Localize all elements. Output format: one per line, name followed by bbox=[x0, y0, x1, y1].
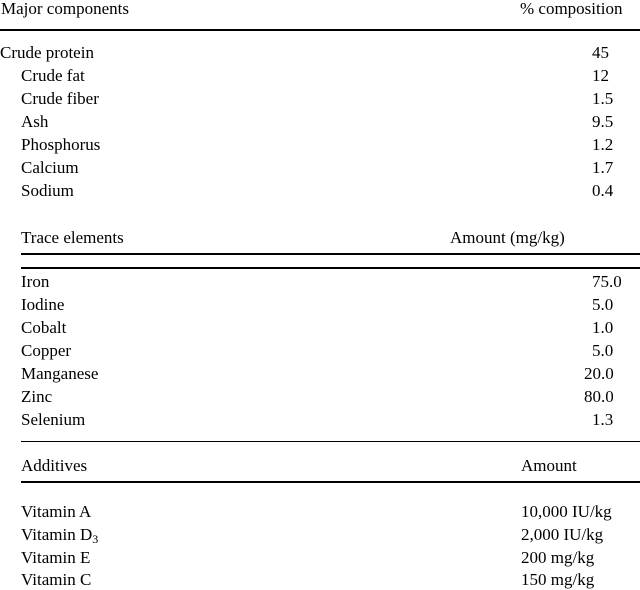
major-row-value: 0.4 bbox=[592, 181, 614, 200]
additives-row-value: 2,000 IU/kg bbox=[521, 525, 604, 544]
major-row-label: Phosphorus bbox=[21, 135, 101, 154]
vitamin-d-subscript: 3 bbox=[92, 532, 99, 546]
major-row-value: 12 bbox=[592, 66, 609, 85]
trace-row-value: 1.0 bbox=[592, 318, 614, 337]
trace-row-value: 5.0 bbox=[592, 341, 614, 360]
additives-row-label-vitamin-d bbox=[21, 525, 98, 545]
vitamin-d-label: Vitamin D bbox=[21, 525, 93, 544]
major-row-value: 9.5 bbox=[592, 112, 614, 131]
trace-header-rule-bottom bbox=[21, 267, 640, 269]
major-row-label: Calcium bbox=[21, 158, 79, 177]
major-row-value: 45 bbox=[592, 43, 609, 62]
major-header-unit: % composition bbox=[520, 0, 623, 18]
additives-row-label: Vitamin E bbox=[21, 548, 91, 567]
trace-header-unit: Amount (mg/kg) bbox=[450, 228, 565, 247]
trace-row-label: Iron bbox=[21, 272, 50, 291]
major-header-rule bbox=[0, 29, 640, 31]
trace-row-label: Cobalt bbox=[21, 318, 67, 337]
major-row-value: 1.5 bbox=[592, 89, 614, 108]
trace-row-label: Iodine bbox=[21, 295, 65, 314]
trace-header-label: Trace elements bbox=[21, 228, 124, 247]
trace-bottom-rule bbox=[21, 441, 640, 442]
major-row-label: Crude fat bbox=[21, 66, 85, 85]
major-row-value: 1.2 bbox=[592, 135, 614, 154]
major-row-label: Ash bbox=[21, 112, 49, 131]
additives-header-label: Additives bbox=[21, 456, 88, 475]
trace-row-value: 75.0 bbox=[592, 272, 622, 291]
major-row-label: Crude protein bbox=[0, 43, 94, 62]
additives-row-value: 10,000 IU/kg bbox=[521, 502, 612, 521]
trace-row-label: Zinc bbox=[21, 387, 53, 406]
major-header-label: Major components bbox=[1, 0, 129, 18]
trace-row-value: 80.0 bbox=[584, 387, 614, 406]
trace-row-label: Copper bbox=[21, 341, 72, 360]
trace-row-value: 1.3 bbox=[592, 410, 614, 429]
major-row-label: Crude fiber bbox=[21, 89, 99, 108]
additives-row-label: Vitamin C bbox=[21, 570, 92, 589]
additives-row-label: Vitamin A bbox=[21, 502, 92, 521]
major-row-label: Sodium bbox=[21, 181, 74, 200]
trace-row-label: Manganese bbox=[21, 364, 99, 383]
trace-row-label: Selenium bbox=[21, 410, 86, 429]
additives-row-value: 150 mg/kg bbox=[521, 570, 595, 589]
major-row-value: 1.7 bbox=[592, 158, 614, 177]
trace-row-value: 20.0 bbox=[584, 364, 614, 383]
additives-header-unit: Amount bbox=[521, 456, 577, 475]
additives-row-value: 200 mg/kg bbox=[521, 548, 595, 567]
trace-header-rule-top bbox=[21, 253, 640, 255]
trace-row-value: 5.0 bbox=[592, 295, 614, 314]
additives-header-rule bbox=[21, 481, 640, 483]
